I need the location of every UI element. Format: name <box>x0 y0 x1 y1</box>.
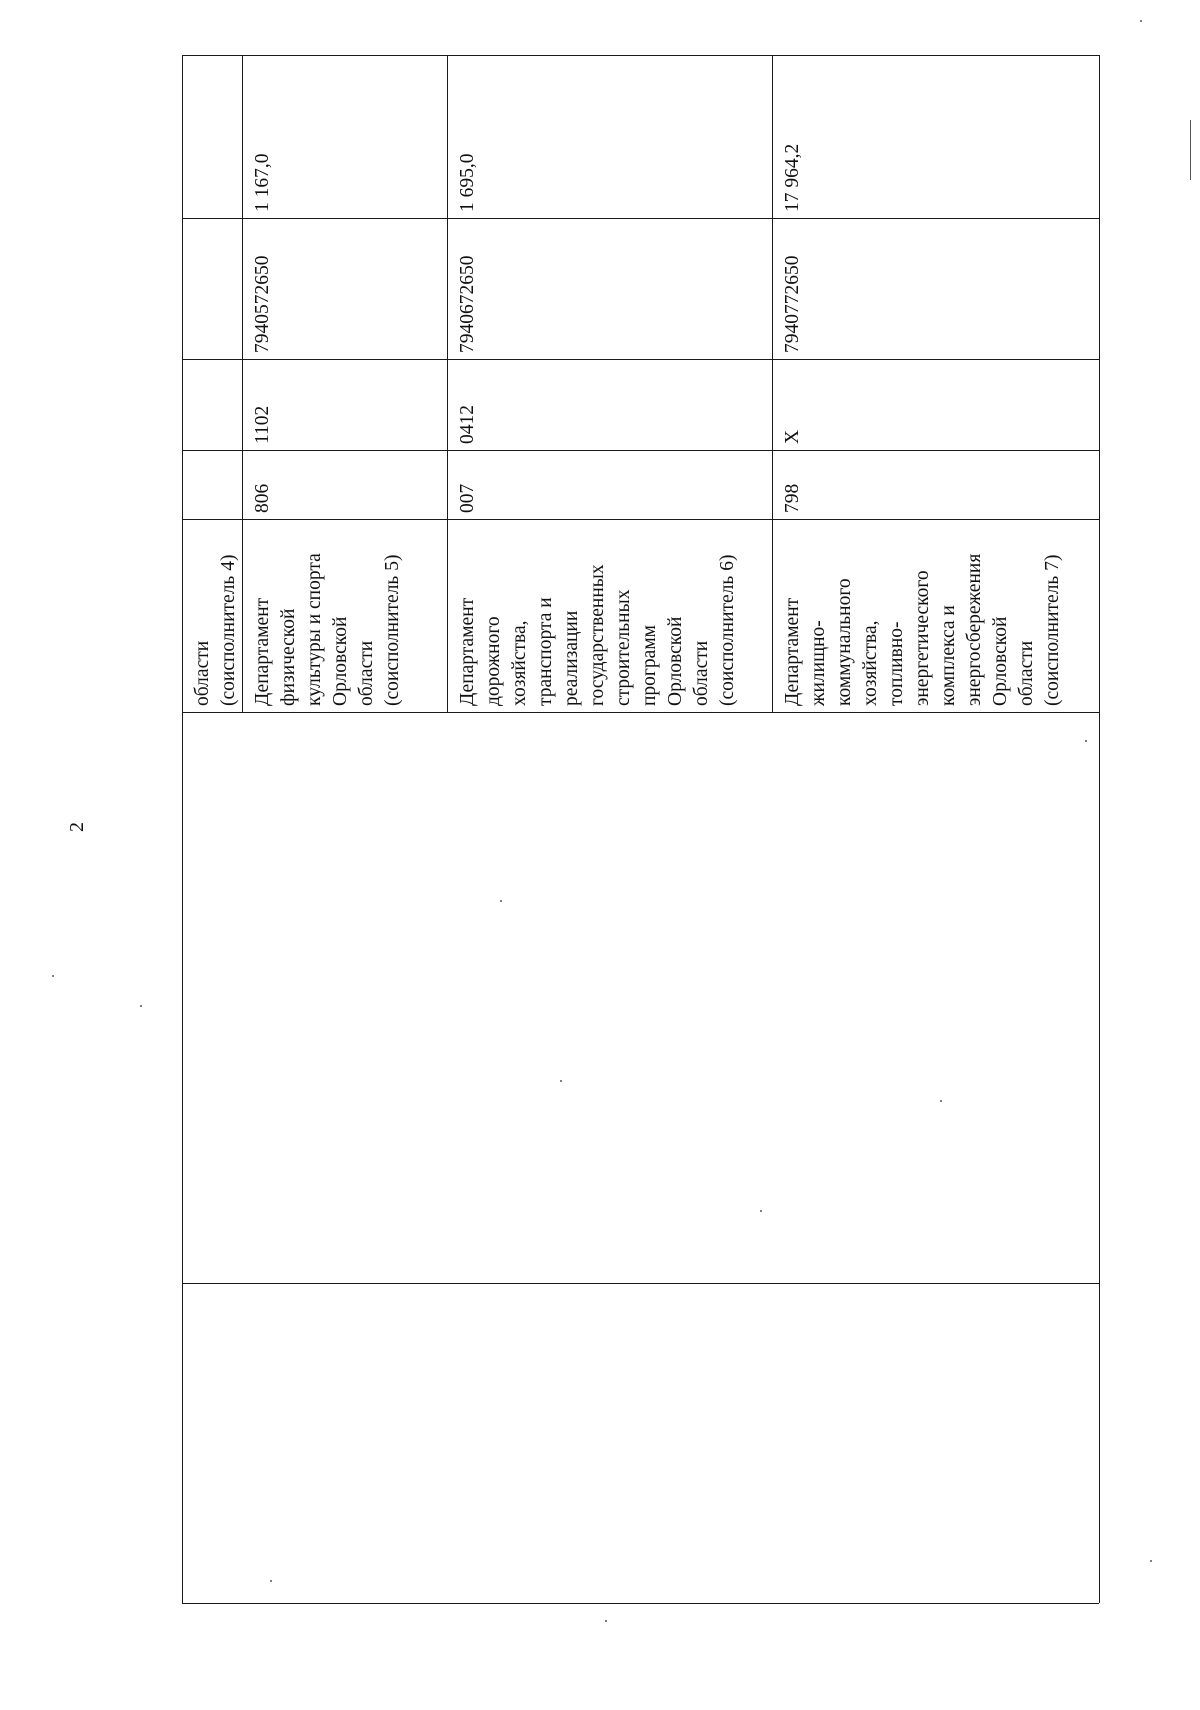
row-3-name-cell <box>772 519 1099 712</box>
table-border-left <box>182 55 183 1603</box>
table-border-bottom <box>182 1603 1099 1604</box>
scan-speck <box>1150 1560 1152 1562</box>
row-2-section-cell <box>447 359 772 450</box>
row-3-target: 7940772650 <box>782 255 803 353</box>
row-2-name-line: Орловской <box>665 616 686 706</box>
scan-speck <box>270 1580 272 1582</box>
row-2-name-line: государственных <box>587 564 608 706</box>
row-2-name-line: транспорта и <box>535 597 556 706</box>
row-3-code: 798 <box>782 483 803 513</box>
row-3-amount: 17 964,2 <box>782 143 803 212</box>
row-2-target: 7940672650 <box>457 255 478 353</box>
scan-speck <box>500 900 502 902</box>
scan-speck <box>560 1080 562 1082</box>
row-3-target-cell <box>772 218 1099 359</box>
row-2-amount: 1 695,0 <box>457 153 478 212</box>
row-3-name-line: (соисполнитель 7) <box>1042 554 1063 706</box>
row-1-code-cell <box>242 450 447 519</box>
row-2-code-cell <box>447 450 772 519</box>
scan-speck <box>1140 20 1142 22</box>
row-1-section-cell <box>242 359 447 450</box>
row-1-section: 1102 <box>252 405 273 444</box>
row-2-name-line: реализации <box>561 610 582 706</box>
row-2-name-line: хозяйства, <box>509 620 530 706</box>
row-1-name-line: Орловской <box>330 616 351 706</box>
row-3-name-line: топливно- <box>886 621 907 706</box>
row-3-name-line: энергетического <box>912 570 933 706</box>
row-2-name-line: Департамент <box>457 597 478 706</box>
row-3-section-cell <box>772 359 1099 450</box>
row-3-section: X <box>782 429 803 444</box>
budget-table <box>182 55 1099 1603</box>
row-2-target-cell <box>447 218 772 359</box>
row-1-code: 806 <box>252 483 273 513</box>
row-3-code-cell <box>772 450 1099 519</box>
row-1-name-line: Департамент <box>252 597 273 706</box>
row-1-name-line: культуры и спорта <box>304 553 325 706</box>
row-0-name-cell <box>182 519 242 712</box>
row-3-name-line: Орловской <box>990 616 1011 706</box>
row-0-name-line: (соисполнитель 4) <box>218 554 239 706</box>
row-3-name-line: жилищно- <box>808 620 829 706</box>
scan-speck <box>140 1005 142 1007</box>
row-2-name-line: (соисполнитель 6) <box>717 554 738 706</box>
row-3-name-line: комплекса и <box>938 605 959 706</box>
row-1-target: 7940572650 <box>252 255 273 353</box>
row-1-amount: 1 167,0 <box>252 153 273 212</box>
row-2-name-line: области <box>691 640 712 706</box>
table-border-right <box>1099 55 1100 1603</box>
row-0-name-line: области <box>192 640 213 706</box>
row-1-target-cell <box>242 218 447 359</box>
row-1-name-cell <box>242 519 447 712</box>
page-number: 2 <box>65 822 88 832</box>
row-3-name-line: энергосбережения <box>964 553 985 706</box>
row-3-name-line: Департамент <box>782 597 803 706</box>
row-3-name-line: коммунального <box>834 578 855 706</box>
row-2-name-line: дорожного <box>483 616 504 706</box>
row-2-name-line: программ <box>639 624 660 706</box>
row-2-amount-cell <box>447 55 772 218</box>
table-divider <box>182 712 1099 713</box>
scan-speck <box>52 975 54 977</box>
row-1-amount-cell <box>242 55 447 218</box>
row-1-name-line: области <box>356 640 377 706</box>
row-2-code: 007 <box>457 483 478 513</box>
row-2-name-cell <box>447 519 772 712</box>
row-1-name-line: физической <box>278 608 299 706</box>
scan-speck <box>605 1620 607 1622</box>
scan-speck <box>1085 740 1087 742</box>
row-3-amount-cell <box>772 55 1099 218</box>
row-1-name-line: (соисполнитель 5) <box>382 554 403 706</box>
row-3-name-line: области <box>1016 640 1037 706</box>
row-2-section: 0412 <box>457 405 478 444</box>
scan-speck <box>1190 120 1191 180</box>
row-3-name-line: хозяйства, <box>860 620 881 706</box>
table-divider <box>182 1283 1099 1284</box>
row-2-name-line: строительных <box>613 589 634 706</box>
scan-speck <box>760 1210 762 1212</box>
scan-speck <box>940 1100 942 1102</box>
